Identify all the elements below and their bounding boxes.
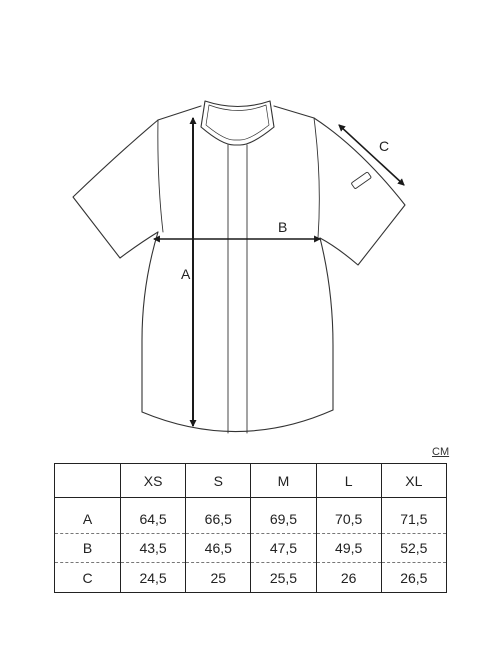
sleeve-pocket (351, 172, 371, 189)
table-cell: 71,5 (381, 498, 446, 534)
table-cell: 25 (186, 563, 251, 593)
table-cell: 25,5 (251, 563, 316, 593)
right-armhole (314, 118, 319, 238)
size-header-xl: XL (381, 464, 446, 498)
collar (201, 101, 274, 145)
hem (142, 410, 333, 432)
table-cell: 26 (316, 563, 381, 593)
table-cell: 43,5 (121, 534, 186, 563)
left-sleeve (73, 120, 158, 258)
label-b: B (278, 219, 288, 235)
size-header-m: M (251, 464, 316, 498)
measurement-arrows (154, 118, 404, 426)
table-row (55, 563, 447, 593)
label-a: A (181, 266, 191, 282)
table-header-row (55, 464, 447, 498)
table-cell: 70,5 (316, 498, 381, 534)
left-shoulder (158, 106, 201, 120)
table-cell: 69,5 (251, 498, 316, 534)
right-body-side (320, 238, 333, 410)
right-sleeve (314, 118, 405, 265)
table-cell: 46,5 (186, 534, 251, 563)
label-c: C (379, 138, 390, 154)
collar-inner-edge (206, 105, 269, 140)
table-row (55, 534, 447, 563)
row-label: A (55, 498, 121, 534)
arrow-c (339, 125, 404, 185)
table-cell: 66,5 (186, 498, 251, 534)
size-header-s: S (186, 464, 251, 498)
left-armhole (158, 120, 163, 232)
table-cell: 52,5 (381, 534, 446, 563)
size-table (54, 463, 447, 593)
table-cell: 26,5 (381, 563, 446, 593)
row-label: B (55, 534, 121, 563)
table-cell: 49,5 (316, 534, 381, 563)
right-shoulder (274, 106, 314, 118)
unit-label: CM (432, 446, 450, 458)
table-cell: 47,5 (251, 534, 316, 563)
table-row (55, 498, 447, 534)
shirt-outline (73, 101, 405, 433)
size-header-xs: XS (121, 464, 186, 498)
size-header-l: L (316, 464, 381, 498)
row-label: C (55, 563, 121, 593)
table-cell: 24,5 (121, 563, 186, 593)
left-body-side (142, 232, 158, 412)
table-cell: 64,5 (121, 498, 186, 534)
table-corner-cell (55, 464, 121, 498)
